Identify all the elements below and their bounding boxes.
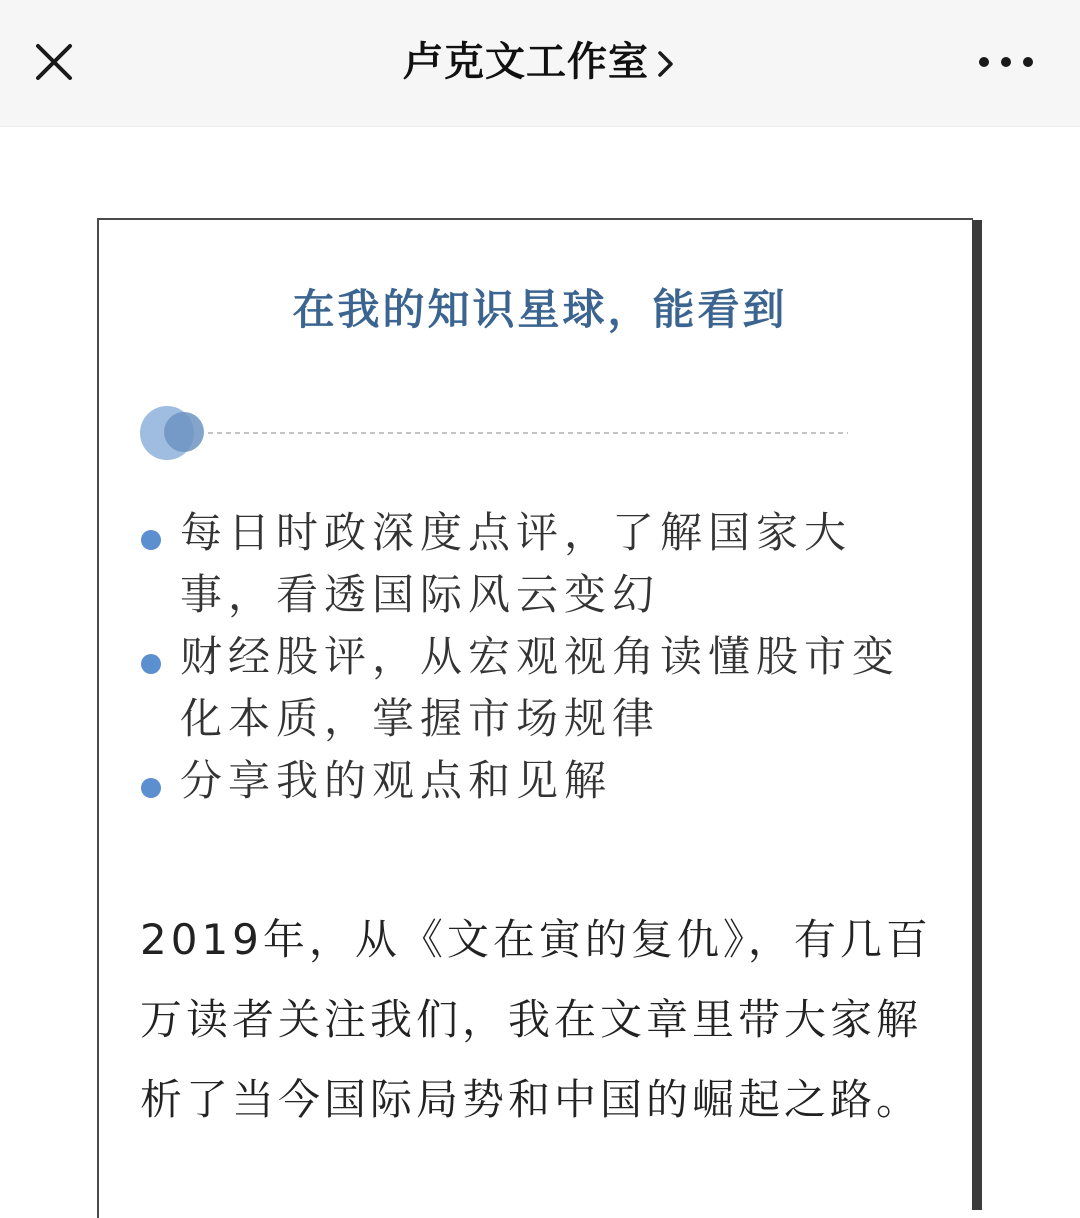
- chevron-right-icon: [655, 49, 677, 79]
- more-dots-icon: [976, 52, 1036, 72]
- account-title-link[interactable]: [0, 36, 1080, 88]
- card-shadow-edge: [972, 220, 982, 1210]
- list-item: [140, 626, 930, 750]
- more-options-button[interactable]: [976, 52, 1036, 72]
- bullet-dot: [141, 778, 161, 798]
- feature-list: [140, 502, 930, 812]
- decorative-divider: [138, 402, 858, 464]
- bullet-dot: [141, 654, 161, 674]
- list-item: [140, 502, 930, 626]
- list-item-text: 财经股评，从宏观视角读懂股市变化本质，掌握市场规律: [180, 632, 901, 743]
- bullet-dot: [141, 530, 161, 550]
- top-navbar: [0, 0, 1080, 127]
- section-heading: 在我的知识星球，能看到: [292, 285, 788, 334]
- body-paragraph: 2019年，从《文在寅的复仇》，有几百万读者关注我们，我在文章里带大家解析了当今国际局势和中国的崛起之路。: [140, 915, 932, 1124]
- list-item: [140, 750, 930, 812]
- list-item-text: 分享我的观点和见解: [180, 756, 613, 805]
- account-name: 卢克文工作室: [403, 39, 649, 85]
- list-item-text: 每日时政深度点评，了解国家大事，看透国际风云变幻: [180, 508, 853, 619]
